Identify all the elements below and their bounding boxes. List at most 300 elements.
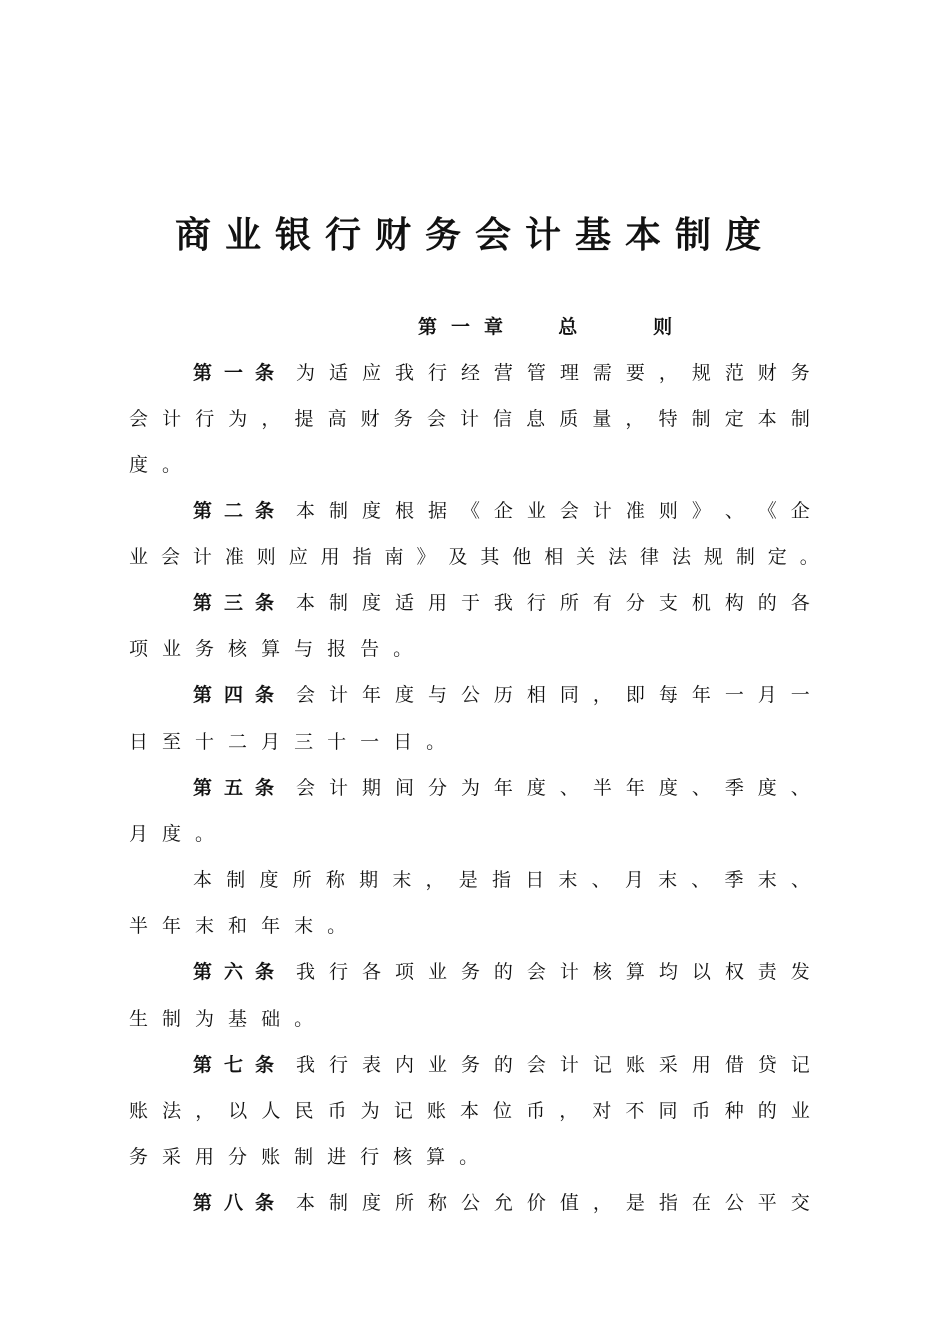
text-char: 我: [394, 362, 414, 384]
text-char: 度: [129, 454, 149, 476]
text-char: 。: [327, 915, 347, 937]
text-char: 记: [592, 1054, 612, 1076]
text-char: 即: [625, 684, 645, 706]
text-char: 及: [448, 546, 468, 568]
text-char: 记: [393, 1100, 413, 1122]
text-char: 算: [426, 1146, 446, 1168]
text-char: 同: [559, 684, 579, 706]
text-char: 币: [691, 1100, 711, 1122]
article-label: 第六条: [193, 961, 287, 983]
text-char: 会: [559, 500, 579, 522]
text-char: 币: [327, 1100, 347, 1122]
text-char: 权: [724, 961, 744, 983]
text-char: 项: [394, 961, 414, 983]
text-char: 月: [129, 823, 149, 845]
text-char: 、: [790, 777, 810, 799]
text-char: 交: [790, 1192, 810, 1214]
text-char: 责: [757, 961, 777, 983]
text-char: 发: [790, 961, 810, 983]
text-char: 计: [192, 546, 212, 568]
text-char: 。: [162, 454, 182, 476]
text-char: 账: [261, 1146, 281, 1168]
text-char: 度: [361, 1192, 381, 1214]
text-char: 根: [394, 500, 414, 522]
text-char: 以: [691, 961, 711, 983]
text-char: 公: [460, 684, 480, 706]
text-char: 对: [592, 1100, 612, 1122]
text-char: 各: [361, 961, 381, 983]
text-char: 月: [624, 869, 644, 891]
document-title: 商业银行财务会计基本制度: [174, 215, 775, 256]
text-char: 制: [790, 408, 810, 430]
text-char: 本: [193, 869, 213, 891]
text-char: 会: [526, 1054, 546, 1076]
text-char: 相: [544, 546, 564, 568]
text-char: ，: [658, 362, 678, 384]
paragraph-line: [193, 1188, 810, 1218]
text-char: 会: [296, 777, 316, 799]
text-char: 。: [393, 638, 413, 660]
text-char: 本: [296, 500, 316, 522]
paragraph-line: [193, 773, 810, 803]
text-char: 度: [757, 777, 777, 799]
text-char: 借: [724, 1054, 744, 1076]
text-char: 记: [790, 1054, 810, 1076]
text-char: 财: [360, 408, 380, 430]
text-char: 所: [292, 869, 312, 891]
text-char: 管: [526, 362, 546, 384]
text-char: 末: [658, 869, 678, 891]
text-char: 、: [559, 777, 579, 799]
line-text: [296, 496, 810, 526]
text-char: 理: [559, 362, 579, 384]
text-char: 核: [228, 638, 248, 660]
text-char: 务: [460, 1054, 480, 1076]
text-char: 《: [460, 500, 480, 522]
text-char: 同: [658, 1100, 678, 1122]
text-char: 核: [393, 1146, 413, 1168]
line-text: [296, 588, 810, 618]
text-char: 期: [361, 777, 381, 799]
text-char: 用: [195, 1146, 215, 1168]
text-char: 制: [691, 408, 711, 430]
text-char: 日: [393, 731, 413, 753]
text-char: 规: [703, 546, 723, 568]
text-char: 于: [460, 592, 480, 614]
text-char: 准: [224, 546, 244, 568]
text-char: 年: [361, 684, 381, 706]
paragraph-line: [129, 911, 346, 941]
text-char: 会: [160, 546, 180, 568]
text-char: 为: [460, 777, 480, 799]
text-char: 为: [195, 1008, 215, 1030]
text-char: 法: [608, 546, 628, 568]
line-text: [296, 773, 810, 803]
text-char: 进: [327, 1146, 347, 1168]
text-char: 务: [460, 961, 480, 983]
text-char: 本: [296, 592, 316, 614]
text-char: 行: [360, 1146, 380, 1168]
text-char: 度: [361, 592, 381, 614]
text-char: 范: [724, 362, 744, 384]
paragraph-line: [193, 865, 810, 895]
text-char: 。: [459, 1146, 479, 1168]
line-text: [129, 404, 810, 434]
text-char: 一: [360, 731, 380, 753]
text-char: ，: [592, 684, 612, 706]
text-char: 在: [691, 1192, 711, 1214]
text-char: 业: [129, 546, 149, 568]
text-char: 算: [261, 638, 281, 660]
text-char: 》: [416, 546, 436, 568]
text-char: 年: [625, 777, 645, 799]
line-text: [296, 358, 810, 388]
text-char: 年: [261, 915, 281, 937]
text-char: 、: [790, 869, 810, 891]
text-char: 相: [526, 684, 546, 706]
line-text: [129, 727, 445, 757]
text-char: 二: [228, 731, 248, 753]
text-char: 月: [261, 731, 281, 753]
line-text: [129, 911, 346, 941]
text-char: 间: [394, 777, 414, 799]
text-char: 允: [493, 1192, 513, 1214]
text-char: 构: [724, 592, 744, 614]
text-char: 半: [592, 777, 612, 799]
text-char: 计: [329, 777, 349, 799]
text-char: 度: [259, 869, 279, 891]
text-char: 业: [790, 1100, 810, 1122]
text-char: 的: [493, 961, 513, 983]
text-char: 核: [592, 961, 612, 983]
text-char: 制: [735, 546, 755, 568]
paragraph-line: [129, 542, 819, 572]
text-char: 表: [361, 1054, 381, 1076]
article-label: 第五条: [193, 777, 287, 799]
text-char: 营: [493, 362, 513, 384]
line-text: [129, 1004, 313, 1034]
text-char: 息: [526, 408, 546, 430]
line-text: [296, 1050, 810, 1080]
text-char: 制: [329, 500, 349, 522]
text-char: 基: [228, 1008, 248, 1030]
chapter-heading: 第一章 总 则: [418, 316, 687, 338]
text-char: 用: [427, 592, 447, 614]
text-char: 适: [329, 362, 349, 384]
paragraph-line: [193, 957, 810, 987]
text-char: 项: [129, 638, 149, 660]
text-char: 是: [625, 1192, 645, 1214]
text-char: 要: [625, 362, 645, 384]
text-char: 账: [426, 1100, 446, 1122]
text-char: 我: [296, 961, 316, 983]
text-char: 则: [658, 500, 678, 522]
text-char: 律: [640, 546, 660, 568]
text-char: 本: [459, 1100, 479, 1122]
text-char: 种: [724, 1100, 744, 1122]
line-text: [129, 542, 819, 572]
paragraph-line: [129, 727, 445, 757]
text-char: 业: [526, 500, 546, 522]
text-char: 每: [658, 684, 678, 706]
text-char: 量: [592, 408, 612, 430]
paragraph-line: [129, 1142, 478, 1172]
text-char: 用: [320, 546, 340, 568]
text-char: 行: [329, 961, 349, 983]
text-char: 末: [392, 869, 412, 891]
text-char: 各: [790, 592, 810, 614]
text-char: 行: [329, 1054, 349, 1076]
article-label: 第三条: [193, 592, 287, 614]
line-text: [129, 450, 181, 480]
text-char: 制: [226, 869, 246, 891]
text-char: 准: [625, 500, 645, 522]
text-char: 贷: [757, 1054, 777, 1076]
text-char: 机: [691, 592, 711, 614]
text-char: 计: [559, 961, 579, 983]
text-char: 提: [294, 408, 314, 430]
line-text: [129, 1096, 810, 1126]
text-char: 的: [757, 1100, 777, 1122]
text-char: 平: [757, 1192, 777, 1214]
paragraph-line: [129, 1096, 810, 1126]
text-char: 支: [658, 592, 678, 614]
text-char: 生: [129, 1008, 149, 1030]
text-char: 和: [228, 915, 248, 937]
text-char: 的: [757, 592, 777, 614]
text-char: 行: [427, 362, 447, 384]
text-char: 年: [162, 915, 182, 937]
text-char: 所: [394, 1192, 414, 1214]
paragraph-line: [129, 819, 214, 849]
text-char: 日: [525, 869, 545, 891]
text-char: 与: [427, 684, 447, 706]
text-char: ，: [261, 408, 281, 430]
text-char: 分: [427, 777, 447, 799]
text-char: 年: [691, 684, 711, 706]
text-char: 为: [360, 1100, 380, 1122]
text-char: 以: [228, 1100, 248, 1122]
text-char: 采: [658, 1054, 678, 1076]
article-label: 第四条: [193, 684, 287, 706]
text-char: ，: [425, 869, 445, 891]
text-char: 经: [460, 362, 480, 384]
text-char: 称: [325, 869, 345, 891]
text-char: 制: [329, 1192, 349, 1214]
text-char: 、: [591, 869, 611, 891]
text-char: 一: [790, 684, 810, 706]
line-text: [129, 1142, 478, 1172]
text-char: 日: [129, 731, 149, 753]
text-char: 算: [625, 961, 645, 983]
text-char: 与: [294, 638, 314, 660]
paragraph-line: [129, 450, 181, 480]
text-char: 季: [724, 869, 744, 891]
text-char: 特: [658, 408, 678, 430]
text-char: 分: [625, 592, 645, 614]
text-char: 的: [493, 1054, 513, 1076]
text-char: 会: [296, 684, 316, 706]
text-char: 。: [294, 1008, 314, 1030]
text-char: 我: [493, 592, 513, 614]
text-char: 其: [480, 546, 500, 568]
text-char: 末: [757, 869, 777, 891]
paragraph-line: [193, 680, 810, 710]
text-char: 制: [329, 592, 349, 614]
text-char: 度: [658, 777, 678, 799]
text-char: 业: [427, 1054, 447, 1076]
text-char: 信: [493, 408, 513, 430]
text-char: 制: [294, 1146, 314, 1168]
text-char: 法: [671, 546, 691, 568]
text-char: 企: [493, 500, 513, 522]
text-char: 计: [559, 1054, 579, 1076]
text-char: 他: [512, 546, 532, 568]
text-char: 公: [460, 1192, 480, 1214]
text-char: 、: [691, 869, 711, 891]
text-char: 采: [162, 1146, 182, 1168]
text-char: 均: [658, 961, 678, 983]
line-text: [129, 819, 214, 849]
text-char: 度: [394, 684, 414, 706]
text-char: 用: [691, 1054, 711, 1076]
text-char: 所: [559, 592, 579, 614]
text-char: 、: [724, 500, 744, 522]
text-char: 我: [296, 1054, 316, 1076]
article-label: 第八条: [193, 1192, 287, 1214]
text-char: 民: [294, 1100, 314, 1122]
paragraph-line: [193, 588, 810, 618]
text-char: 三: [294, 731, 314, 753]
text-char: 应: [361, 362, 381, 384]
text-char: 、: [691, 777, 711, 799]
line-text: [129, 634, 412, 664]
text-char: 。: [799, 546, 819, 568]
text-char: ，: [195, 1100, 215, 1122]
text-char: 行: [195, 408, 215, 430]
text-char: 账: [129, 1100, 149, 1122]
text-char: 计: [592, 500, 612, 522]
text-char: 应: [288, 546, 308, 568]
text-char: 适: [394, 592, 414, 614]
text-char: 》: [691, 500, 711, 522]
text-char: 法: [162, 1100, 182, 1122]
text-char: 季: [724, 777, 744, 799]
text-char: 本: [296, 1192, 316, 1214]
text-char: 企: [790, 500, 810, 522]
text-char: 公: [724, 1192, 744, 1214]
text-char: 告: [360, 638, 380, 660]
text-char: 指: [352, 546, 372, 568]
line-text: [193, 865, 810, 895]
text-char: 业: [162, 638, 182, 660]
text-char: 度: [162, 823, 182, 845]
text-char: 至: [162, 731, 182, 753]
text-char: 月: [757, 684, 777, 706]
article-label: 第一条: [193, 362, 287, 384]
text-char: 称: [427, 1192, 447, 1214]
paragraph-line: [129, 404, 810, 434]
text-char: 年: [493, 777, 513, 799]
text-char: 务: [393, 408, 413, 430]
text-char: 是: [458, 869, 478, 891]
text-char: 行: [526, 592, 546, 614]
text-char: 末: [294, 915, 314, 937]
text-char: 计: [162, 408, 182, 430]
text-char: 定: [767, 546, 787, 568]
text-char: 计: [329, 684, 349, 706]
line-text: [296, 957, 810, 987]
text-char: 十: [195, 731, 215, 753]
paragraph-line: [193, 1050, 810, 1080]
text-char: 十: [327, 731, 347, 753]
text-char: 高: [327, 408, 347, 430]
text-char: 半: [129, 915, 149, 937]
text-char: 质: [559, 408, 579, 430]
text-char: 需: [592, 362, 612, 384]
text-char: ，: [625, 408, 645, 430]
text-char: 内: [394, 1054, 414, 1076]
text-char: 位: [493, 1100, 513, 1122]
text-char: 会: [526, 961, 546, 983]
text-char: 账: [625, 1054, 645, 1076]
text-char: 定: [724, 408, 744, 430]
text-char: 历: [493, 684, 513, 706]
text-char: 人: [261, 1100, 281, 1122]
text-char: 业: [427, 961, 447, 983]
text-char: 不: [625, 1100, 645, 1122]
text-char: 务: [195, 638, 215, 660]
text-char: 制: [162, 1008, 182, 1030]
text-char: 为: [228, 408, 248, 430]
text-char: 指: [658, 1192, 678, 1214]
text-char: 分: [228, 1146, 248, 1168]
text-char: 务: [129, 1146, 149, 1168]
text-char: 价: [526, 1192, 546, 1214]
text-char: 值: [559, 1192, 579, 1214]
text-char: 础: [261, 1008, 281, 1030]
paragraph-line: [129, 634, 412, 664]
text-char: 指: [491, 869, 511, 891]
text-char: 一: [724, 684, 744, 706]
article-label: 第七条: [193, 1054, 287, 1076]
text-char: 规: [691, 362, 711, 384]
text-char: 报: [327, 638, 347, 660]
text-char: 《: [757, 500, 777, 522]
text-char: 务: [790, 362, 810, 384]
text-char: 有: [592, 592, 612, 614]
article-label: 第二条: [193, 500, 287, 522]
paragraph-line: [193, 358, 810, 388]
text-char: ，: [592, 1192, 612, 1214]
paragraph-line: [193, 496, 810, 526]
text-char: 期: [359, 869, 379, 891]
line-text: [296, 1188, 810, 1218]
text-char: 币: [526, 1100, 546, 1122]
line-text: [296, 680, 810, 710]
text-char: 末: [558, 869, 578, 891]
text-char: 计: [459, 408, 479, 430]
text-char: 会: [129, 408, 149, 430]
text-char: 度: [361, 500, 381, 522]
text-char: 度: [526, 777, 546, 799]
text-char: 则: [256, 546, 276, 568]
text-char: 财: [757, 362, 777, 384]
text-char: 。: [195, 823, 215, 845]
paragraph-line: [129, 1004, 313, 1034]
text-char: 末: [195, 915, 215, 937]
text-char: 。: [426, 731, 446, 753]
